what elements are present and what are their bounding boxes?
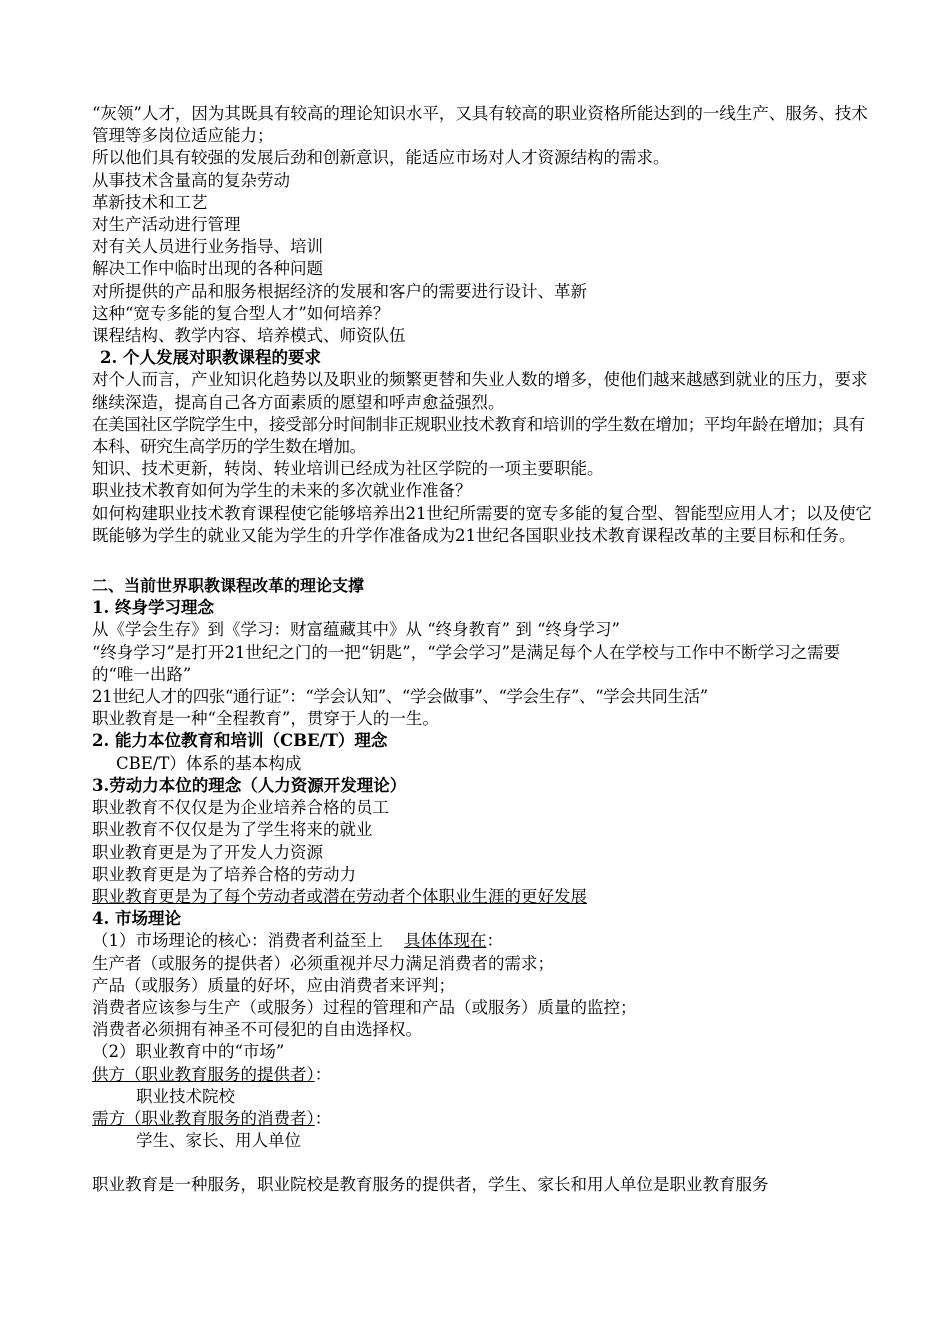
- paragraph: 在美国社区学院学生中，接受部分时间制非正规职业技术教育和培训的学生数在增加；平均年龄在增加；具有本科、研究生高学历的学生数在增加。: [92, 414, 865, 457]
- paragraph: “灰领”人才，因为其既具有较高的理论知识水平，又具有较高的职业资格所能达到的一线生产、服务、技术管理等多岗位适应能力；: [92, 104, 868, 146]
- paragraph: CBE/T）体系的基本构成: [116, 753, 302, 773]
- paragraph: 学生、家长、用人单位: [136, 1131, 301, 1151]
- paragraph: 职业技术教育如何为学生的未来的多次就业作准备？: [92, 481, 472, 501]
- list-item: 对所提供的产品和服务根据经济的发展和客户的需要进行设计、革新: [92, 281, 587, 301]
- section-heading: 3.劳动力本位的理念（人力资源开发理论）: [92, 775, 407, 795]
- list-item: 职业教育不仅仅是为企业培养合格的员工: [92, 798, 389, 818]
- colon: ：: [314, 1108, 332, 1128]
- list-item: 消费者应该参与生产（或服务）过程的管理和产品（或服务）质量的监控；: [92, 997, 637, 1017]
- paragraph: 从《学会生存》到《学习：财富蕴藏其中》从 “终身教育” 到 “终身学习”: [92, 620, 620, 640]
- paragraph: 课程结构、教学内容、培养模式、师资队伍: [92, 326, 406, 346]
- list-item: 消费者必须拥有神圣不可侵犯的自由选择权。: [92, 1020, 422, 1040]
- section-heading: 2. 个人发展对职教课程的要求: [100, 348, 321, 368]
- paragraph: （2）职业教育中的“市场”: [92, 1042, 285, 1062]
- colon: ：: [314, 1064, 332, 1084]
- list-item: 对有关人员进行业务指导、培训: [92, 237, 323, 257]
- paragraph: 21世纪人才的四张“通行证”：“学会认知”、“学会做事”、“学会生存”、“学会共同生活”: [92, 687, 708, 707]
- list-item: 解决工作中临时出现的各种问题: [92, 259, 323, 279]
- blank-line: [92, 547, 872, 569]
- list-item: 职业教育更是为了每个劳动者或潜在劳动者个体职业生涯的更好发展: [92, 886, 587, 906]
- market-core: （1）市场理论的核心：消费者利益至上: [92, 931, 383, 951]
- paragraph: [92, 930, 872, 952]
- section-heading: 2. 能力本位教育和培训（CBE/T）理念: [92, 731, 388, 751]
- paragraph: 对个人而言，产业知识化趋势以及职业的频繁更替和失业人数的增多，使他们越来越感到就业的压力，要求继续深造，提高自己各方面素质的愿望和呼声愈益强烈。: [92, 370, 868, 412]
- list-item: 生产者（或服务的提供者）必须重视并尽力满足消费者的需求；: [92, 953, 554, 973]
- paragraph: 职业技术院校: [136, 1086, 235, 1106]
- colon: ：: [486, 931, 503, 951]
- section-heading: 4. 市场理论: [92, 909, 181, 929]
- list-item: 职业教育更是为了开发人力资源: [92, 842, 323, 862]
- paragraph: [92, 1108, 872, 1130]
- list-item: 革新技术和工艺: [92, 192, 208, 212]
- list-item: 对生产活动进行管理: [92, 215, 241, 235]
- underlined-text: 供方（职业教育服务的提供者）: [92, 1064, 315, 1084]
- underlined-text: 需方（职业教育服务的消费者）: [92, 1108, 315, 1128]
- list-item: 职业教育不仅仅是为了学生将来的就业: [92, 820, 373, 840]
- list-item: 职业教育更是为了培养合格的劳动力: [92, 864, 356, 884]
- list-item: 产品（或服务）质量的好坏，应由消费者来评判；: [92, 975, 455, 995]
- paragraph: [92, 1064, 872, 1086]
- paragraph: “终身学习”是打开21世纪之门的一把“钥匙”，“学会学习”是满足每个人在学校与工作中不断学习之需要的“唯一出路”: [92, 642, 841, 684]
- underlined-text: 具体体现在: [403, 931, 487, 951]
- list-item: 从事技术含量高的复杂劳动: [92, 170, 290, 190]
- paragraph: 职业教育是一种“全程教育”，贯穿于人的一生。: [92, 709, 439, 729]
- document-body: [92, 103, 872, 1197]
- paragraph: 知识、技术更新，转岗、转业培训已经成为社区学院的一项主要职能。: [92, 459, 604, 479]
- section-heading: 1. 终身学习理念: [92, 598, 214, 618]
- blank-line: [92, 1152, 872, 1174]
- paragraph: 如何构建职业技术教育课程使它能够培养出21世纪所需要的宽专多能的复合型、智能型应用人才；以及使它既能够为学生的就业又能为学生的升学作准备成为21世纪各国职业技术教育课程改革的主要目标和任务。: [92, 503, 872, 545]
- paragraph: 职业教育是一种服务，职业院校是教育服务的提供者，学生、家长和用人单位是职业教育服务: [92, 1175, 769, 1195]
- chapter-heading: 二、当前世界职教课程改革的理论支撑: [92, 576, 365, 596]
- paragraph: 这种“宽专多能的复合型人才”如何培养？: [92, 303, 390, 323]
- paragraph: 所以他们具有较强的发展后劲和创新意识，能适应市场对人才资源结构的需求。: [92, 148, 670, 168]
